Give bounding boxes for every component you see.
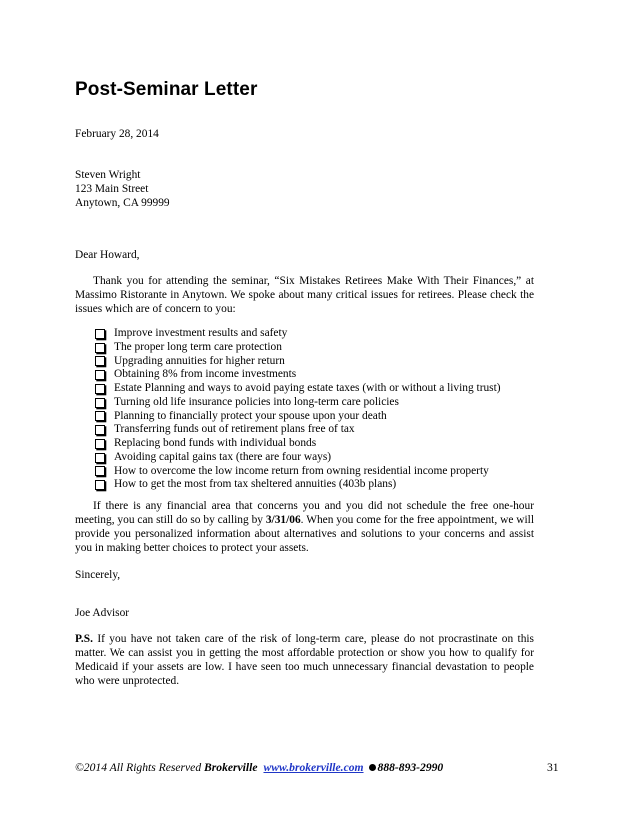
checklist-item-label: Estate Planning and ways to avoid paying estate taxes (with or without a living trust) (114, 382, 501, 394)
bullet-icon (369, 764, 376, 771)
checklist-item[interactable] (95, 465, 501, 479)
body-paragraph (75, 499, 534, 555)
checkbox-icon[interactable] (95, 425, 105, 435)
checklist-item-label: Upgrading annuities for higher return (114, 354, 285, 367)
checklist-item[interactable] (95, 410, 501, 424)
checklist-item[interactable] (95, 382, 501, 396)
postscript (75, 632, 534, 688)
checklist-item[interactable] (95, 327, 501, 341)
checklist-item-label: Improve investment results and safety (114, 327, 288, 339)
checkbox-icon[interactable] (95, 370, 105, 380)
intro-paragraph: Thank you for attending the seminar, “Six Mistakes Retirees Make With Their Finances,” at Massimo Ristorante in Anytown. We spoke about many critical issues for retirees. Please check the issues which are of concern to you: (75, 275, 534, 315)
checkbox-icon[interactable] (95, 384, 105, 394)
page-title: Post-Seminar Letter (75, 79, 258, 100)
checklist-item-label: Transferring funds out of retirement plans free of tax (114, 423, 355, 436)
checkbox-icon[interactable] (95, 329, 105, 339)
checklist-item-label: Avoiding capital gains tax (there are four ways) (114, 450, 332, 463)
recipient-street: 123 Main Street (75, 183, 149, 195)
brand-name: Brokerville (204, 761, 258, 774)
checklist-item[interactable] (95, 423, 501, 437)
checklist-item-label: The proper long term care protection (114, 340, 282, 353)
checklist-item[interactable] (95, 396, 501, 410)
letter-date: February 28, 2014 (75, 128, 159, 140)
signer-name: Joe Advisor (75, 607, 130, 619)
checklist-item[interactable] (95, 355, 501, 369)
footer (75, 761, 443, 774)
checklist-item[interactable] (95, 451, 501, 465)
phone-number: 888-893-2990 (377, 761, 444, 774)
checklist-item[interactable] (95, 437, 501, 451)
checkbox-icon[interactable] (95, 343, 105, 353)
checklist-item-label: Obtaining 8% from income investments (114, 368, 297, 381)
page-number: 31 (547, 761, 559, 774)
checkbox-icon[interactable] (95, 411, 105, 421)
website-link[interactable]: www.brokerville.com (263, 761, 364, 774)
checkbox-icon[interactable] (95, 439, 105, 449)
checklist-item-label: Turning old life insurance policies into long-term care policies (114, 395, 399, 408)
checkbox-icon[interactable] (95, 356, 105, 366)
checkbox-icon[interactable] (95, 480, 105, 490)
body-text-part2: . When you come for the free appointment, we will provide you personalized information about alternatives and solutions to your concerns and assist you in making better choices to protect your assets. (75, 514, 534, 554)
checkbox-icon[interactable] (95, 453, 105, 463)
ps-label: P.S. (75, 633, 93, 645)
checkbox-icon[interactable] (95, 466, 105, 476)
recipient-address (75, 168, 170, 210)
copyright-text: ©2014 All Rights Reserved (75, 761, 205, 774)
recipient-name: Steven Wright (75, 169, 141, 181)
closing: Sincerely, (75, 569, 121, 581)
checklist-item[interactable] (95, 368, 501, 382)
body-text-part1: If there is any financial area that concerns you and you did not schedule the free one-hour meeting, you can still do so by calling by (75, 500, 534, 526)
checkbox-icon[interactable] (95, 398, 105, 408)
deadline-date: 3/31/06 (265, 514, 301, 526)
checklist-item-label: Planning to financially protect your spouse upon your death (114, 409, 387, 422)
ps-text: If you have not taken care of the risk of long-term care, please do not procrastinate on this matter. We can assist you in getting the most affordable protection or show you how to qualify for Medicaid if your assets are low. I have seen too much unnecessary financial devastation to people who were unprotected. (75, 633, 534, 687)
recipient-city: Anytown, CA 99999 (75, 197, 170, 209)
issue-checklist (95, 327, 501, 492)
salutation: Dear Howard, (75, 249, 140, 261)
checklist-item-label: Replacing bond funds with individual bonds (114, 437, 317, 449)
checklist-item[interactable] (95, 341, 501, 355)
checklist-item[interactable] (95, 478, 501, 492)
checklist-item-label: How to overcome the low income return from owning residential income property (114, 464, 489, 477)
checklist-item-label: How to get the most from tax sheltered annuities (403b plans) (114, 478, 397, 491)
